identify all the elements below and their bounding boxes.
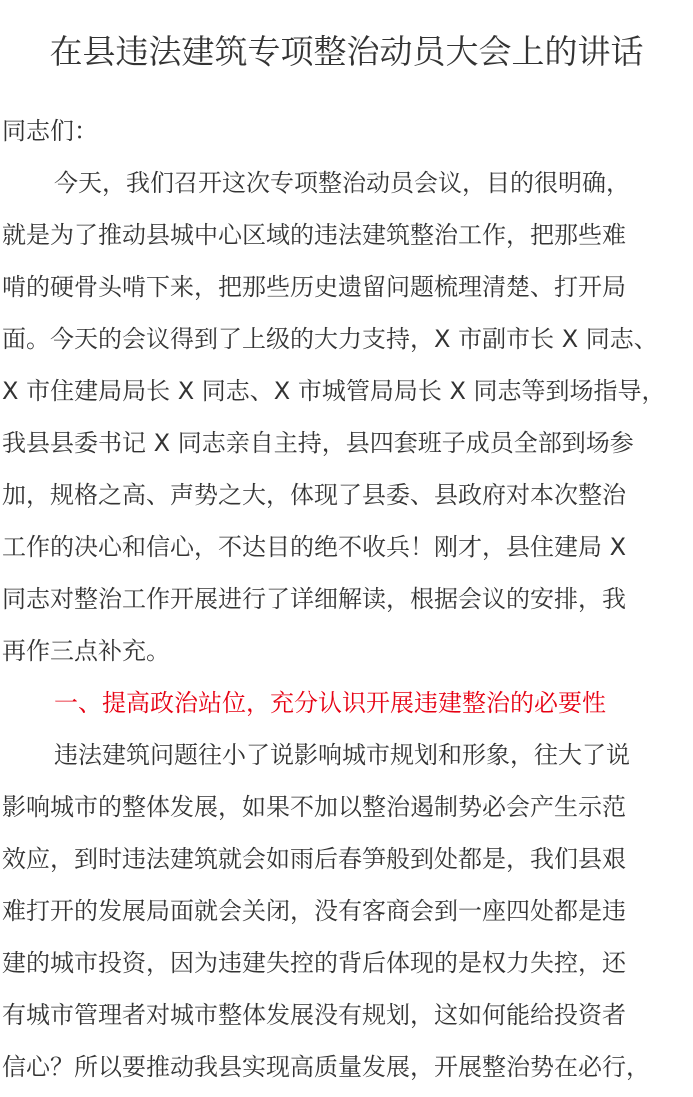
document-body <box>2 105 690 1093</box>
paragraph-line: 难打开的发展局面就会关闭，没有客商会到一座四处都是违 <box>2 897 626 925</box>
paragraph-line: 啃的硬骨头啃下来，把那些历史遗留问题梳理清楚、打开局 <box>2 273 626 301</box>
paragraph-line: 再作三点补充。 <box>2 637 170 665</box>
paragraph-line: 信心？所以要推动我县实现高质量发展，开展整治势在必行， <box>2 1053 650 1081</box>
paragraph-line: 工作的决心和信心，不达目的绝不收兵！刚才，县住建局 X <box>2 533 627 561</box>
paragraph-line: X 市住建局局长 X 同志、X 市城管局局长 X 同志等到场指导， <box>2 377 666 405</box>
section-heading: 一、提高政治站位，充分认识开展违建整治的必要性 <box>54 689 606 717</box>
paragraph-line: 加，规格之高、声势之大，体现了县委、县政府对本次整治 <box>2 481 626 509</box>
paragraph-line: 效应，到时违法建筑就会如雨后春笋般到处都是，我们县艰 <box>2 845 626 873</box>
paragraph-line: 影响城市的整体发展，如果不加以整治遏制势必会产生示范 <box>2 793 626 821</box>
paragraph-line: 面。今天的会议得到了上级的大力支持，X 市副市长 X 同志、 <box>2 325 658 353</box>
paragraph-line: 同志对整治工作开展进行了详细解读，根据会议的安排，我 <box>2 585 626 613</box>
paragraph-line: 今天，我们召开这次专项整治动员会议，目的很明确， <box>54 169 630 197</box>
paragraph-line: 有城市管理者对城市整体发展没有规划，这如何能给投资者 <box>2 1001 626 1029</box>
paragraph-line: 就是为了推动县城中心区域的违法建筑整治工作，把那些难 <box>2 221 626 249</box>
paragraph-line: 建的城市投资，因为违建失控的背后体现的是权力失控，还 <box>2 949 626 977</box>
paragraph-line: 我县县委书记 X 同志亲自主持，县四套班子成员全部到场参 <box>2 429 634 457</box>
paragraph-line: 违法建筑问题往小了说影响城市规划和形象，往大了说 <box>54 741 630 769</box>
document-title: 在县违法建筑专项整治动员大会上的讲话 <box>49 32 644 71</box>
salutation-line: 同志们： <box>2 117 98 145</box>
